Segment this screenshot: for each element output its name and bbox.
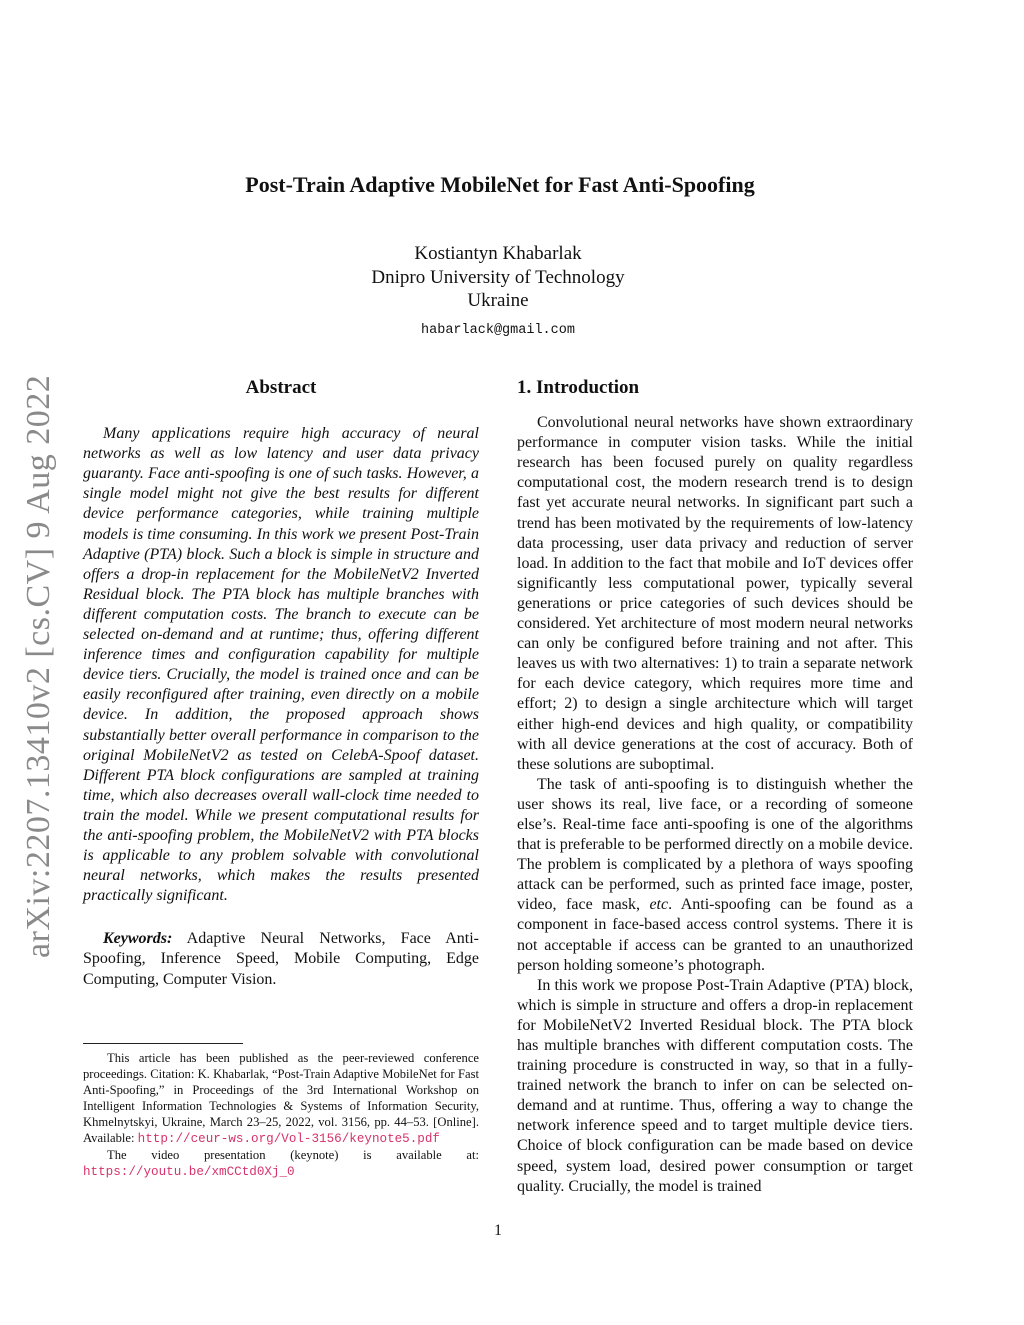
proceedings-link[interactable]: http://ceur-ws.org/Vol-3156/keynote5.pdf bbox=[137, 1132, 440, 1146]
right-column bbox=[517, 378, 913, 1197]
intro-p2-etc: etc bbox=[649, 896, 669, 914]
author-affiliation: Dnipro University of Technology bbox=[371, 266, 625, 288]
keywords-text: Adaptive Neural Networks, Face Anti-Spoofing, Inference Speed, Mobile Computing, Edge Computing, Computer Vision. bbox=[83, 930, 479, 988]
author-email: habarlack@gmail.com bbox=[421, 322, 575, 338]
intro-p2-part-2: . Anti-spoofing can be found as a component in face-based access control systems. There it is not acceptable if access can be granted to an unauthorized person holding someone’s photograph. bbox=[517, 896, 914, 974]
intro-paragraph-3: In this work we propose Post-Train Adaptive (PTA) block, which is simple in structure and offers a drop-in replacement for MobileNetV2 Inverted Residual block. The PTA block has multiple branches with different computation costs. The training procedure is constructed in way, so that in a fully-trained network the branch to infer on can be selected on-demand and at runtime. Thus, offering a way to change the network inference speed and to target multiple device tiers. Choice of block configuration can be made based on device speed, system load, desired power consumption or target quality. Crucially, the model is trained bbox=[517, 976, 913, 1195]
paper-title: Post-Train Adaptive MobileNet for Fast Anti-Spoofing bbox=[245, 172, 755, 197]
footnote-rule bbox=[83, 1043, 243, 1044]
intro-paragraph-2 bbox=[517, 775, 913, 976]
footnotes bbox=[83, 1050, 479, 1180]
author-country: Ukraine bbox=[467, 290, 529, 311]
author-name: Kostiantyn Khabarlak bbox=[414, 243, 582, 264]
keywords-label: Keywords: bbox=[103, 930, 173, 948]
video-link[interactable]: https://youtu.be/xmCCtd0Xj_0 bbox=[83, 1165, 295, 1179]
footnote-video bbox=[83, 1147, 479, 1180]
intro-p2-part-1: The task of anti-spoofing is to distinguish whether the user shows its real, live face, or a recording of someone else’s. Real-time face anti-spoofing is one of the algorithms that is preferable to be performed directly on a mobile device. The problem is complicated by a plethora of ways spoofing attack can be performed, such as printed face image, poster, video, face mask, bbox=[517, 775, 913, 914]
intro-paragraph-1: Convolutional neural networks have shown extraordinary performance in computer vision tasks. While the initial research has been focused purely on quality regardless computational cost, the modern research trend is to design fast yet accurate neural networks. In significant part such a trend has been motivated by the requirements of low-latency data processing, user data privacy and reduction of server load. In addition to the fact that mobile and IoT devices offer significantly less computational power, typically several generations or price categories of such devices should be considered. Yet architecture of most modern neural networks can only be configured before training and not after. This leaves us with two alternatives: 1) to train a separate network for each device category, which requires more time and effort; 2) to design a single architecture which will target either high-end devices and high quality, or compatibility with all device generations at the cost of accuracy. Both of these solutions are suboptimal. bbox=[517, 414, 913, 773]
left-column bbox=[83, 378, 479, 990]
keywords bbox=[83, 929, 479, 989]
page-number: 1 bbox=[494, 1222, 502, 1239]
author-block bbox=[0, 242, 996, 342]
abstract-heading: Abstract bbox=[245, 377, 317, 398]
footnote-publication-text: This article has been published as the peer-reviewed conference proceedings. Citation: K. Khabarlak, “Post-Train Adaptive MobileNet for Fast Anti-Spoofing,” in Proceedings of the 3rd International Workshop on Intelligent Information Technologies & Systems of Information Security, Khmelnytskyi, Ukraine, March 23–25, 2022, vol. 3156, pp. 44–53. [Online]. Available: bbox=[83, 1051, 479, 1145]
footnote-video-text: The video presentation (keynote) is available at: bbox=[107, 1148, 479, 1162]
abstract-text: Many applications require high accuracy of neural networks as well as low latency and user data privacy guaranty. Face anti-spoofing is one of such tasks. However, a single model might not give the best results for different device performance categories, while training multiple models is time consuming. In this work we present Post-Train Adaptive (PTA) block. Such a block is simple in structure and offers a drop-in replacement for the MobileNetV2 Inverted Residual block. The PTA block has multiple branches with different computation costs. The branch to execute can be selected on-demand and at runtime; thus, offering different inference times and configuration capability for multiple device tiers. Crucially, the model is trained once and can be easily reconfigured after training, even directly on a mobile device. In addition, the proposed approach shows substantially better overall performance in comparison to the original MobileNetV2 as tested on CelebA-Spoof dataset. Different PTA block configurations are sampled at training time, which also decreases overall wall-clock time needed to train the model. While we present computational results for the anti-spoofing problem, the MobileNetV2 with PTA blocks is applicable to any problem solvable with convolutional neural networks, which makes the results presented practically significant. bbox=[83, 425, 479, 905]
introduction-heading: 1. Introduction bbox=[517, 377, 640, 398]
footnote-publication bbox=[83, 1050, 479, 1147]
arxiv-identifier: arXiv:2207.13410v2 [cs.CV] 9 Aug 2022 bbox=[20, 374, 57, 958]
